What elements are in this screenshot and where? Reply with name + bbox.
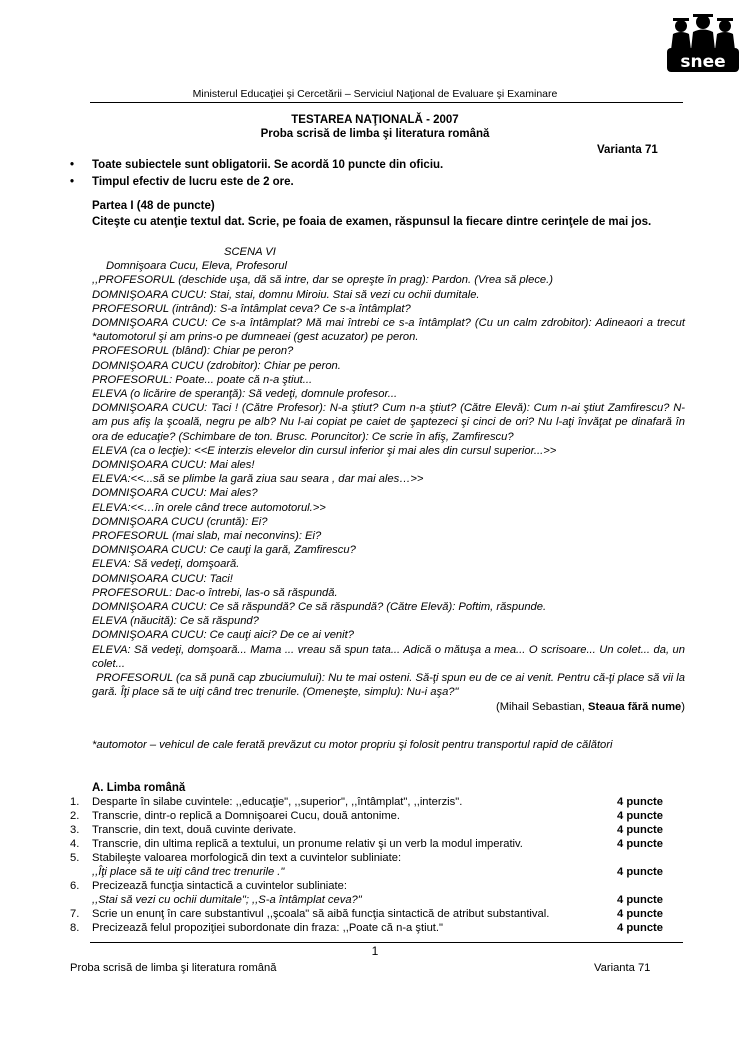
dialogue-line: ELEVA (ca o lecţie): <<E interzis elevelor din cursul inferior şi mai ales din cursul superior...>>: [92, 444, 557, 457]
exam-subtitle: Proba scrisă de limba şi literatura română: [260, 128, 490, 140]
footnote: *automotor – vehicul de cale ferată prevăzut cu motor propriu şi folosit pentru transportul rapid de călători: [92, 739, 613, 751]
bullet-icon: •: [70, 159, 75, 171]
exam-title: TESTAREA NAŢIONALĂ - 2007: [291, 114, 459, 126]
snee-logo: [667, 12, 739, 74]
dialogue-line: DOMNIŞOARA CUCU: Ce să răspundă? Ce să răspundă? (Către Elevă): Poftim, răspunde.: [92, 601, 547, 614]
question-item: [70, 851, 685, 879]
dialogue-line: ELEVA: Să vedeţi, domşoară.: [92, 558, 240, 571]
source-end: ): [681, 700, 685, 713]
ministry-header: Ministerul Educaţiei şi Cercetării – Serviciul Naţional de Evaluare şi Examinare: [192, 88, 558, 100]
dialogue-line: PROFESORUL: Dac-o întrebi, las-o să răspundă.: [92, 586, 338, 599]
question-number: 1.: [70, 796, 80, 808]
question-item: [70, 837, 685, 851]
question-points: 4 puncte: [617, 894, 664, 906]
question-points: 4 puncte: [617, 810, 664, 822]
dialogue-line: ELEVA (năucită): Ce să răspund?: [92, 615, 259, 628]
scene-lines: [92, 273, 685, 699]
scene-text: [92, 245, 685, 714]
header-divider: [90, 102, 683, 103]
dialogue-line: DOMNIŞOARA CUCU: Ce s-a întâmplat? Mă mai întrebi ce s-a întâmplat? (Cu un calm zdrobitor): Adineaori a trecut *automotorul şi am prins-o pe dumneaei (gest acuzator) pe peron.: [92, 317, 685, 344]
dialogue-line: DOMNIŞOARA CUCU (cruntă): Ei?: [92, 515, 268, 528]
dialogue-line: DOMNIŞOARA CUCU: Mai ales!: [92, 459, 255, 472]
question-number: 7.: [70, 908, 80, 920]
question-number: 8.: [70, 922, 80, 934]
dialogue-line: PROFESORUL (intrând): S-a întâmplat ceva? Ce s-a întâmplat?: [92, 302, 411, 315]
question-item: [70, 795, 685, 809]
dialogue-line: ELEVA:<<...să se plimbe la gară ziua sau seara , dar mai ales…>>: [92, 473, 424, 486]
dialogue-line: DOMNIŞOARA CUCU: Ce cauţi aici? De ce ai venit?: [92, 629, 354, 642]
question-number: 4.: [70, 838, 80, 850]
dialogue-line: PROFESORUL (mai slab, mai neconvins): Ei?: [92, 530, 322, 543]
dialogue-line: PROFESORUL (blând): Chiar pe peron?: [92, 345, 294, 358]
part-instruction: Citeşte cu atenţie textul dat. Scrie, pe foaia de examen, răspunsul la fiecare dintre cerinţele de mai jos.: [92, 216, 652, 228]
question-quote: ,,Îţi place să te uiţi când trec trenurile .": [92, 866, 285, 878]
footer-subject: Proba scrisă de limba şi literatura română: [70, 962, 277, 974]
question-points: 4 puncte: [617, 908, 664, 920]
question-text: Scrie un enunţ în care substantivul ,,şcoala" să aibă funcţia sintactică de atribut substantival.: [92, 908, 550, 920]
question-body: [92, 809, 617, 823]
dialogue-line: ELEVA:<<…în orele când trece automotorul.>>: [92, 501, 326, 514]
dialogue-line: DOMNIŞOARA CUCU: Taci ! (Către Profesor): N-a ştiut? Cum n-a ştiut? (Către Elevă): Cum n-ai ştiut Zamfirescu? N-am pus afiş la şcoală, negru pe alb? Nu l-ai copiat pe caiet de şaptezeci şi cinci de ori? Nu l-aţi învăţat pe dinafară în ora de educaţie? (Schimbare de ton. Brusc. Poruncitor): Ce scrie în afiş, Zamfirescu?: [92, 402, 685, 443]
part-title: Partea I (48 de puncte): [92, 200, 215, 212]
question-points: 4 puncte: [617, 824, 664, 836]
section-title: A. Limba română: [92, 782, 186, 794]
question-body: [92, 795, 617, 809]
source-author: (Mihail Sebastian,: [495, 700, 588, 713]
question-body: [92, 907, 617, 921]
rules-list: [70, 157, 670, 191]
dialogue-line: DOMNIŞOARA CUCU: Ce cauţi la gară, Zamfirescu?: [92, 544, 356, 557]
question-quote: ,,Stai să vezi cu ochii dumitale"; ,,S-a întâmplat ceva?": [92, 894, 362, 906]
bullet-icon: •: [70, 176, 75, 188]
dialogue-line: DOMNIŞOARA CUCU: Mai ales?: [92, 487, 258, 500]
question-text: Precizează felul propoziţiei subordonate din fraza: ,,Poate că n-a ştiut.": [92, 922, 443, 934]
question-text: Transcrie, din ultima replică a textului, un pronume relativ şi un verb la modul imperativ.: [92, 838, 523, 850]
question-item: [70, 921, 685, 935]
question-item: [70, 879, 685, 907]
question-points: 4 puncte: [617, 796, 664, 808]
question-body: [92, 823, 617, 837]
rules-item-text: Toate subiectele sunt obligatorii. Se acordă 10 puncte din oficiu.: [92, 159, 444, 171]
question-list: [70, 795, 685, 935]
logo-text: snee: [680, 52, 726, 72]
dialogue-line: DOMNIŞOARA CUCU: Taci!: [92, 572, 233, 585]
dialogue-line: PROFESORUL (ca să pună cap zbuciumului): Nu te mai osteni. Să-ţi spun eu de ce ai venit. Pentru că-ţi place să vii la gară. Îţi place să te uiţi când trec trenurile. (Omeneşte, simplu): Nu-i aşa?": [92, 672, 685, 699]
dialogue-line: DOMNIŞOARA CUCU: Stai, stai, domnu Miroiu. Stai să vezi cu ochii dumitale.: [92, 288, 480, 301]
question-number: 6.: [70, 880, 80, 892]
question-text: Precizează funcţia sintactică a cuvintelor subliniate:: [92, 880, 347, 892]
question-body: [92, 837, 617, 851]
page-number: 1: [371, 944, 379, 958]
question-item: [70, 823, 685, 837]
question-body: [92, 921, 617, 935]
question-text: Transcrie, dintr-o replică a Domnişoarei Cucu, două antonime.: [92, 810, 401, 822]
question-body: [92, 851, 617, 879]
scene-source: [92, 700, 685, 714]
question-number: 2.: [70, 810, 80, 822]
question-text: Desparte în silabe cuvintele: ,,educaţie", ,,superior", ,,întâmplat", ,,interzis".: [92, 796, 463, 808]
footer-divider: [90, 942, 683, 943]
source-title: Steaua fără nume: [588, 700, 682, 713]
scene-characters: Domnişoara Cucu, Eleva, Profesorul: [106, 260, 287, 273]
question-body: [92, 879, 617, 907]
rules-item: [70, 174, 670, 191]
question-points: 4 puncte: [617, 838, 664, 850]
question-item: [70, 809, 685, 823]
scene-heading: SCENA VI: [224, 246, 276, 258]
question-number: 3.: [70, 824, 80, 836]
question-item: [70, 907, 685, 921]
variant-label: Varianta 71: [597, 144, 658, 156]
rules-item-text: Timpul efectiv de lucru este de 2 ore.: [92, 176, 294, 188]
dialogue-line: ELEVA (o licărire de speranţă): Să vedeţi, domnule profesor...: [92, 388, 398, 401]
footer-variant: Varianta 71: [594, 962, 651, 974]
dialogue-line: DOMNIŞOARA CUCU (zdrobitor): Chiar pe peron.: [92, 359, 341, 372]
dialogue-line: PROFESORUL: Poate... poate că n-a ştiut...: [92, 373, 313, 386]
question-number: 5.: [70, 852, 80, 864]
dialogue-line: ,,PROFESORUL (deschide uşa, dă să intre, dar se opreşte în prag): Pardon. (Vrea să plece.): [92, 274, 553, 287]
question-points: 4 puncte: [617, 922, 664, 934]
question-text: Stabileşte valoarea morfologică din text a cuvintelor subliniate:: [92, 852, 402, 864]
rules-item: [70, 157, 670, 174]
dialogue-line: ELEVA: Să vedeţi, domşoară... Mama ... vreau să spun tata... Adică o mătuşa a mea... O scrisoare... Un colet... da, un colet...: [92, 643, 685, 670]
question-text: Transcrie, din text, două cuvinte derivate.: [92, 824, 297, 836]
question-points: 4 puncte: [617, 866, 664, 878]
